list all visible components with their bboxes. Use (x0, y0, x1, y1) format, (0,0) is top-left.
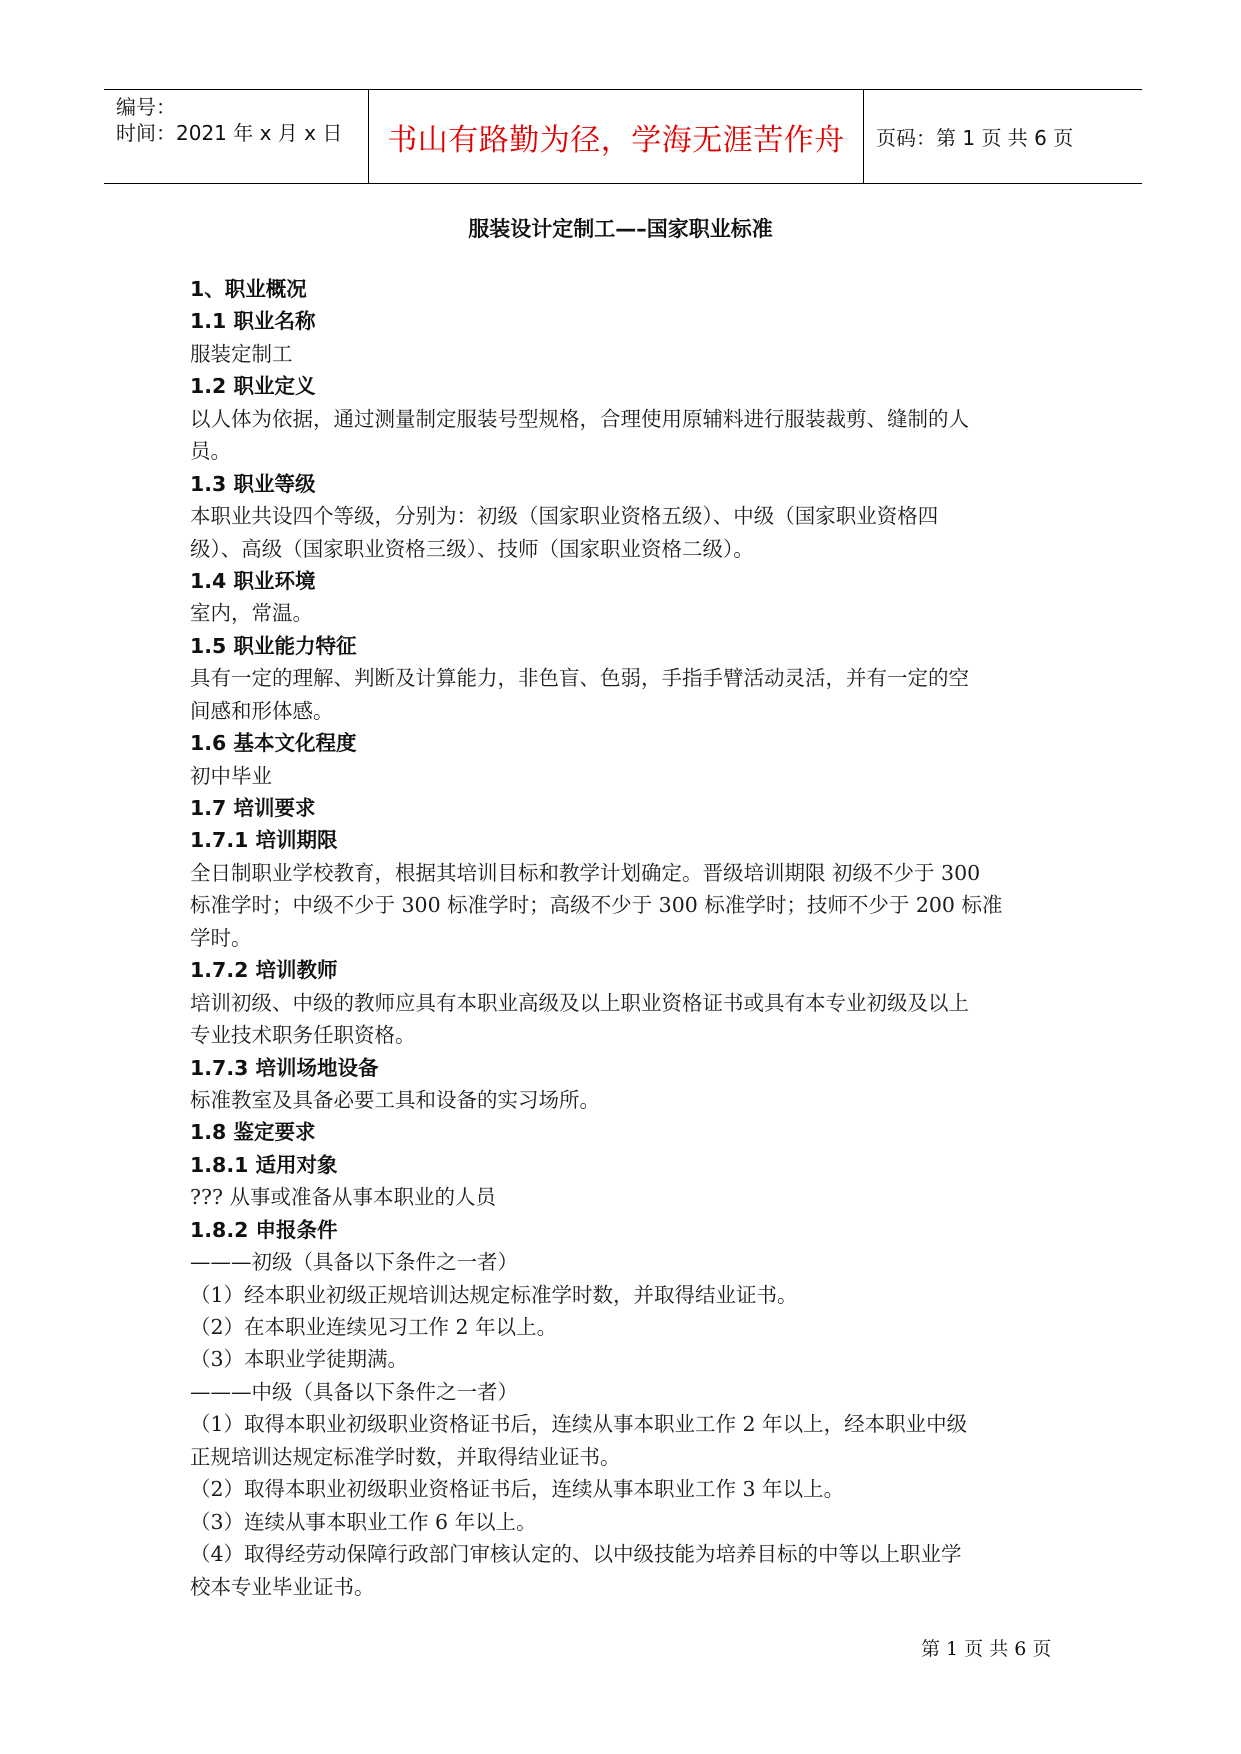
paragraph-line: 员。 (190, 439, 231, 464)
paragraph-line: 级）、高级（国家职业资格三级）、技师（国家职业资格二级）。 (190, 536, 754, 561)
paragraph-line: 间感和形体感。 (190, 698, 334, 723)
section-heading: 1.7 培训要求 (190, 796, 316, 820)
document-title: 服装设计定制工—–国家职业标准 (468, 217, 773, 241)
paragraph-line: ———初级（具备以下条件之一者） (190, 1250, 518, 1275)
paragraph-line: 标准教室及具备必要工具和设备的实习场所。 (190, 1087, 600, 1112)
header-page-cell (864, 90, 1142, 183)
header-motto: 书山有路勤为径，学海无涯苦作舟 (387, 122, 845, 158)
paragraph-line: 全日制职业学校教育，根据其培训目标和教学计划确定。晋级培训期限 初级不少于 300 (190, 860, 981, 885)
header-meta-cell (104, 90, 369, 183)
paragraph-line: 标准学时；中级不少于 300 标准学时；高级不少于 300 标准学时；技师不少于 200 标准 (190, 893, 1003, 918)
paragraph-line: 正规培训达规定标准学时数，并取得结业证书。 (190, 1444, 621, 1469)
section-heading: 1.7.3 培训场地设备 (190, 1055, 379, 1080)
section-heading: 1、职业概况 (190, 277, 307, 301)
section-heading: 1.1 职业名称 (190, 309, 316, 334)
document-header (104, 89, 1142, 184)
paragraph-line: （4）取得经劳动保障行政部门审核认定的、以中级技能为培养目标的中等以上职业学 (190, 1542, 962, 1567)
paragraph-line: ??? 从事或准备从事本职业的人员 (190, 1185, 496, 1210)
page-footer: 第 1 页 共 6 页 (921, 1638, 1052, 1660)
paragraph-line: 服装定制工 (190, 341, 293, 366)
paragraph-line: （3）本职业学徒期满。 (190, 1347, 409, 1372)
section-heading: 1.6 基本文化程度 (190, 731, 357, 756)
paragraph-line: 校本专业毕业证书。 (190, 1574, 375, 1599)
paragraph-line: 初中毕业 (190, 763, 272, 788)
paragraph-line: 培训初级、中级的教师应具有本职业高级及以上职业资格证书或具有本专业初级及以上 (190, 990, 969, 1015)
paragraph-line: 具有一定的理解、判断及计算能力，非色盲、色弱，手指手臂活动灵活，并有一定的空 (190, 666, 969, 691)
document-body (190, 273, 1060, 1603)
paragraph-line: （1）取得本职业初级职业资格证书后，连续从事本职业工作 2 年以上，经本职业中级 (190, 1412, 968, 1437)
section-heading: 1.7.2 培训教师 (190, 958, 338, 983)
paragraph-line: 学时。 (190, 925, 252, 950)
header-motto-cell (369, 90, 864, 183)
paragraph-line: （3）连续从事本职业工作 6 年以上。 (190, 1509, 537, 1534)
paragraph-line: ———中级（具备以下条件之一者） (190, 1379, 518, 1404)
header-page-number: 页码：第 1 页 共 6 页 (876, 126, 1074, 150)
paragraph-line: （2）在本职业连续见习工作 2 年以上。 (190, 1315, 558, 1339)
document-time-label: 时间：2021 年 x 月 x 日 (116, 121, 343, 145)
section-heading: 1.4 职业环境 (190, 568, 316, 593)
paragraph-line: 室内，常温。 (190, 601, 313, 626)
section-heading: 1.5 职业能力特征 (190, 633, 357, 658)
paragraph-line: 专业技术职务任职资格。 (190, 1023, 416, 1048)
paragraph-line: （2）取得本职业初级职业资格证书后，连续从事本职业工作 3 年以上。 (190, 1477, 845, 1502)
paragraph-line: （1）经本职业初级正规培训达规定标准学时数，并取得结业证书。 (190, 1282, 798, 1307)
section-heading: 1.3 职业等级 (190, 471, 316, 496)
section-heading: 1.7.1 培训期限 (190, 828, 338, 853)
paragraph-line: 本职业共设四个等级，分别为：初级（国家职业资格五级）、中级（国家职业资格四 (190, 504, 939, 529)
document-number-label: 编号： (116, 95, 176, 119)
section-heading: 1.8.2 申报条件 (190, 1217, 338, 1242)
section-heading: 1.2 职业定义 (190, 374, 316, 399)
section-heading: 1.8 鉴定要求 (190, 1120, 316, 1145)
paragraph-line: 以人体为依据，通过测量制定服装号型规格，合理使用原辅料进行服装裁剪、缝制的人 (190, 406, 969, 431)
section-heading: 1.8.1 适用对象 (190, 1152, 338, 1177)
